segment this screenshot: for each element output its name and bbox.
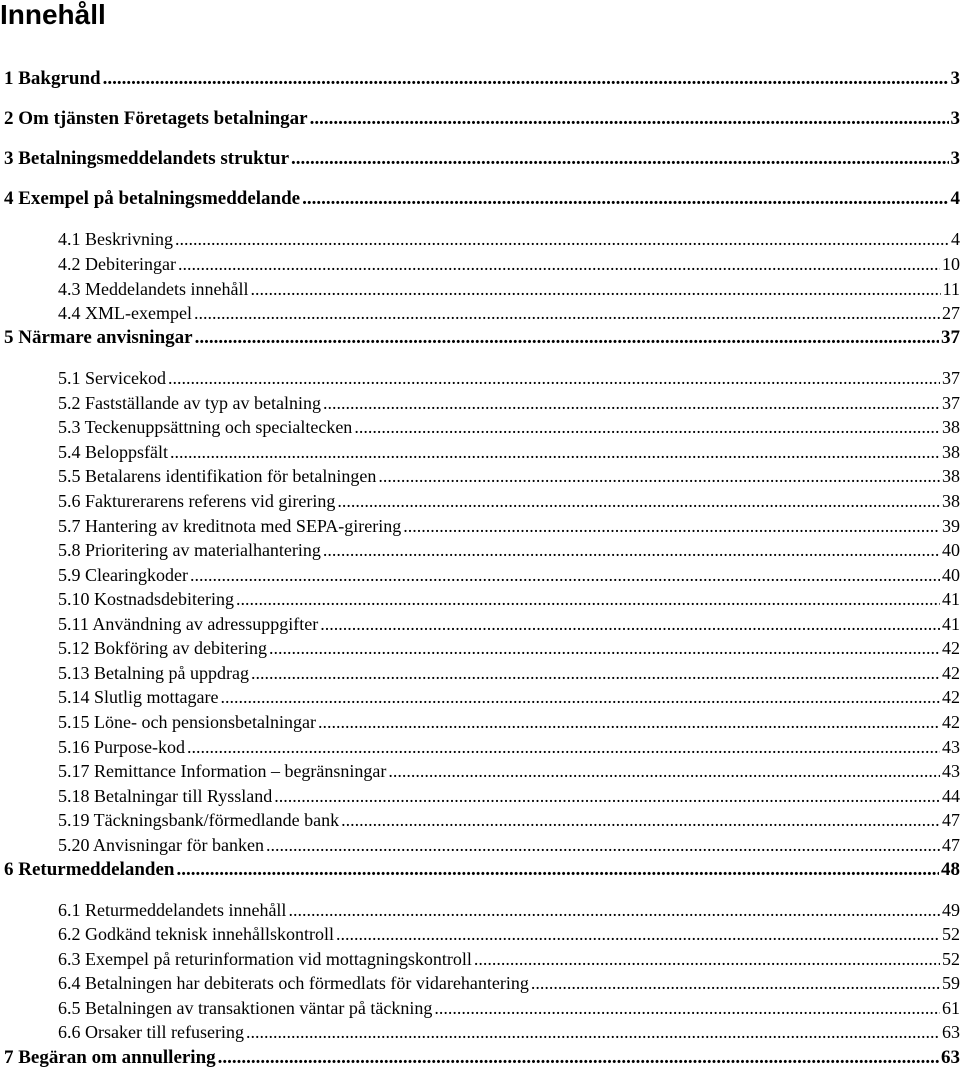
toc-entry[interactable] (58, 229, 960, 250)
toc-entry[interactable] (58, 614, 960, 635)
toc-entry-page: 52 (942, 924, 960, 944)
toc-entry-page: 49 (942, 900, 960, 920)
toc-entry-label: 4 Exempel på betalningsmeddelande (4, 188, 301, 209)
toc-entry-page: 47 (942, 810, 960, 830)
dot-leader (320, 614, 940, 635)
dot-leader (195, 327, 939, 349)
toc-entry[interactable] (58, 949, 960, 970)
toc-entry-page: 41 (942, 614, 960, 634)
toc-entry-page: 59 (942, 973, 960, 993)
toc-entry[interactable] (58, 1022, 960, 1043)
toc-entry-page: 3 (950, 148, 960, 169)
toc-entry-label: 5.18 Betalningar till Ryssland (58, 786, 273, 806)
toc-entry[interactable] (4, 327, 960, 349)
dot-leader (318, 712, 940, 733)
toc-entry-page: 47 (942, 835, 960, 855)
toc-entry-page: 4 (951, 229, 960, 249)
toc-entry-page: 42 (942, 712, 960, 732)
dot-leader (251, 663, 940, 684)
toc-entry-page: 11 (942, 279, 960, 299)
toc-entry-label: 5.1 Servicekod (58, 368, 166, 388)
toc-entry-label: 5.17 Remittance Information – begränsningar (58, 761, 387, 781)
dot-leader (190, 565, 940, 586)
toc-entry[interactable] (58, 835, 960, 856)
dot-leader (337, 491, 940, 512)
toc-entry-page: 40 (942, 540, 960, 560)
toc-entry-label: 5 Närmare anvisningar (4, 327, 193, 348)
toc-entry-label: 5.3 Teckenuppsättning och specialtecken (58, 417, 353, 437)
toc-entry[interactable] (58, 393, 960, 414)
toc-entry[interactable] (58, 761, 960, 782)
toc-entry[interactable] (4, 859, 960, 881)
toc-entry[interactable] (58, 279, 960, 300)
toc-entry[interactable] (58, 540, 960, 561)
toc-entry-page: 3 (950, 68, 960, 89)
toc-entry-page: 41 (942, 589, 960, 609)
toc-entry[interactable] (58, 998, 960, 1019)
toc-entry-label: 6.3 Exempel på returinformation vid mottagningskontroll (58, 949, 472, 969)
dot-leader (354, 417, 940, 438)
dot-leader (336, 924, 940, 945)
toc-entry[interactable] (4, 108, 960, 130)
toc-entry-label: 5.8 Prioritering av materialhantering (58, 540, 321, 560)
toc-entry[interactable] (58, 368, 960, 389)
dot-leader (291, 148, 948, 170)
toc-entry[interactable] (58, 254, 960, 275)
toc-entry-label: 2 Om tjänsten Företagets betalningar (4, 108, 308, 129)
dot-leader (274, 786, 940, 807)
toc-entry-page: 10 (942, 254, 960, 274)
dot-leader (323, 393, 940, 414)
toc-entry[interactable] (58, 973, 960, 994)
toc-entry-label: 5.15 Löne- och pensionsbetalningar (58, 712, 316, 732)
toc-entry[interactable] (58, 565, 960, 586)
dot-leader (220, 687, 940, 708)
dot-leader (178, 254, 940, 275)
toc-entry-label: 5.20 Anvisningar för banken (58, 835, 264, 855)
toc-entry-label: 7 Begäran om annullering (4, 1047, 216, 1068)
dot-leader (176, 859, 939, 881)
toc-entry-label: 5.6 Fakturerarens referens vid girering (58, 491, 336, 511)
dot-leader (531, 973, 940, 994)
toc-entry-page: 3 (950, 108, 960, 129)
toc-entry-label: 1 Bakgrund (4, 68, 101, 89)
toc-entry-page: 63 (941, 1047, 960, 1068)
toc-entry-label: 5.13 Betalning på uppdrag (58, 663, 249, 683)
toc-entry-label: 5.4 Beloppsfält (58, 442, 168, 462)
dot-leader (323, 540, 940, 561)
dot-leader (378, 466, 940, 487)
toc-entry-label: 5.10 Kostnadsdebitering (58, 589, 234, 609)
dot-leader (168, 368, 940, 389)
toc-entry[interactable] (58, 924, 960, 945)
toc-entry-label: 4.4 XML-exempel (58, 303, 192, 323)
toc-entry-page: 63 (942, 1022, 960, 1042)
toc-entry-label: 5.2 Fastställande av typ av betalning (58, 393, 321, 413)
toc-entry[interactable] (58, 466, 960, 487)
toc-entry-label: 5.14 Slutlig mottagare (58, 687, 219, 707)
toc-entry[interactable] (4, 68, 960, 90)
toc-entry-label: 5.12 Bokföring av debitering (58, 638, 267, 658)
toc-entry-page: 48 (941, 859, 960, 880)
toc-entry-page: 38 (942, 466, 960, 486)
toc-entry-label: 6.5 Betalningen av transaktionen väntar på täckning (58, 998, 433, 1018)
toc-entry-label: 5.9 Clearingkoder (58, 565, 188, 585)
dot-leader (302, 188, 948, 210)
dot-leader (187, 737, 940, 758)
toc-entry-label: 6.1 Returmeddelandets innehåll (58, 900, 287, 920)
toc-entry-label: 4.3 Meddelandets innehåll (58, 279, 249, 299)
toc-entry-label: 4.1 Beskrivning (58, 229, 173, 249)
toc-entry-page: 42 (942, 638, 960, 658)
dot-leader (103, 68, 949, 90)
dot-leader (388, 761, 940, 782)
dot-leader (474, 949, 940, 970)
toc-entry[interactable] (58, 442, 960, 463)
toc-entry[interactable] (4, 188, 960, 210)
dot-leader (403, 516, 940, 537)
toc-entry-label: 4.2 Debiteringar (58, 254, 176, 274)
toc-entry[interactable] (58, 589, 960, 610)
toc-entry-label: 5.16 Purpose-kod (58, 737, 185, 757)
toc-entry-page: 44 (942, 786, 960, 806)
toc-entry[interactable] (58, 491, 960, 512)
toc-entry-page: 39 (942, 516, 960, 536)
dot-leader (250, 279, 940, 300)
toc-entry-page: 27 (942, 303, 960, 323)
dot-leader (266, 835, 940, 856)
toc-entry-label: 6.4 Betalningen har debiterats och förmedlats för vidarehantering (58, 973, 529, 993)
toc-entry-label: 6.6 Orsaker till refusering (58, 1022, 244, 1042)
toc-entry[interactable] (58, 810, 960, 831)
dot-leader (218, 1047, 939, 1069)
toc-entry[interactable] (58, 417, 960, 438)
dot-leader (434, 998, 940, 1019)
toc-entry-page: 38 (942, 417, 960, 437)
toc-entry[interactable] (58, 786, 960, 807)
toc-entry[interactable] (58, 663, 960, 684)
page-title: Innehåll (0, 0, 106, 30)
toc-entry-page: 40 (942, 565, 960, 585)
toc-entry[interactable] (58, 516, 960, 537)
toc-entry-page: 52 (942, 949, 960, 969)
toc-entry-page: 37 (942, 368, 960, 388)
dot-leader (236, 589, 940, 610)
dot-leader (288, 900, 940, 921)
toc-entry-label: 3 Betalningsmeddelandets struktur (4, 148, 290, 169)
toc-entry[interactable] (58, 712, 960, 733)
toc-entry-label: 6.2 Godkänd teknisk innehållskontroll (58, 924, 334, 944)
toc-entry-page: 38 (942, 491, 960, 511)
dot-leader (310, 108, 949, 130)
toc-entry[interactable] (58, 638, 960, 659)
dot-leader (170, 442, 940, 463)
toc-entry-page: 43 (942, 761, 960, 781)
toc-entry-page: 37 (941, 327, 960, 348)
dot-leader (194, 303, 940, 324)
dot-leader (246, 1022, 940, 1043)
toc-entry-label: 5.19 Täckningsbank/förmedlande bank (58, 810, 340, 830)
toc-entry[interactable] (4, 148, 960, 170)
toc-entry-page: 43 (942, 737, 960, 757)
toc-entry[interactable] (58, 737, 960, 758)
dot-leader (341, 810, 940, 831)
toc-entry-label: 6 Returmeddelanden (4, 859, 175, 880)
toc-entry-label: 5.7 Hantering av kreditnota med SEPA-girering (58, 516, 402, 536)
toc-entry[interactable] (58, 303, 960, 324)
toc-entry-page: 61 (942, 998, 960, 1018)
toc-entry-page: 42 (942, 687, 960, 707)
toc-entry-page: 4 (950, 188, 960, 209)
toc-entry[interactable] (58, 687, 960, 708)
toc-entry-label: 5.11 Användning av adressuppgifter (58, 614, 319, 634)
toc-entry-page: 42 (942, 663, 960, 683)
toc-entry[interactable] (58, 900, 960, 921)
toc-entry-page: 37 (942, 393, 960, 413)
toc-entry[interactable] (4, 1047, 960, 1069)
dot-leader (269, 638, 940, 659)
toc-entry-label: 5.5 Betalarens identifikation för betalningen (58, 466, 377, 486)
dot-leader (175, 229, 949, 250)
toc-entry-page: 38 (942, 442, 960, 462)
